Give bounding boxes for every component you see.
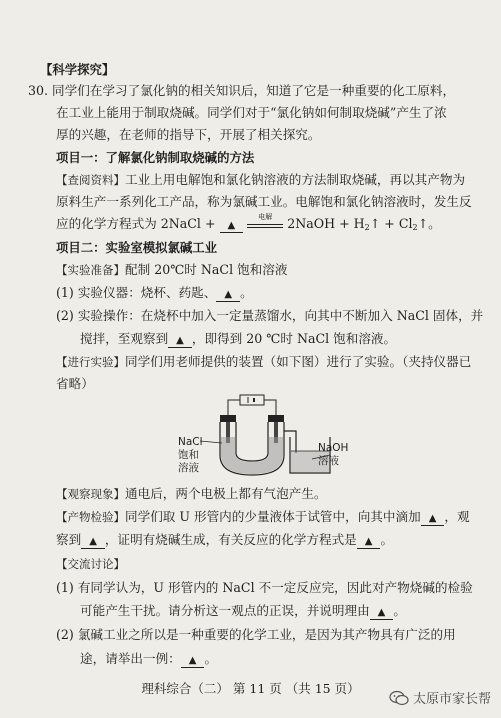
answer-blank-reagent[interactable]: ▲ <box>421 511 445 526</box>
experiment-tag: 【进行实验】 <box>56 355 125 369</box>
check-line-1: 【产物检验】同学们取 U 形管内的少量液体于试管中，向其中滴加 ▲ ，观 <box>56 509 470 524</box>
answer-blank-reactant[interactable]: ▲ <box>220 218 244 233</box>
discussion-q1-line-1: (1) 有同学认为，U 形管内的 NaCl 不一定反应完，因此对产物烧碱的检验 <box>56 580 473 595</box>
check-line-2: 察到 ▲ ，证明有烧碱生成，有关反应的化学方程式是 ▲ 。 <box>56 532 394 547</box>
prep-text: 配制 20℃时 NaCl 饱和溶液 <box>125 262 288 277</box>
answer-blank-use[interactable]: ▲ <box>181 653 205 668</box>
naoh-solution-label: NaOH 溶液 <box>318 442 349 467</box>
check-tag: 【产物检验】 <box>56 510 125 524</box>
experiment-line-2: 省略） <box>56 376 94 391</box>
electrolysis-apparatus-figure <box>178 393 388 481</box>
discussion-q2-line-2: 途，请举出一例： ▲ 。 <box>80 651 218 666</box>
equation-prefix: 应的化学方程式为 2NaCl + <box>56 216 216 231</box>
answer-blank-saturation[interactable]: ▲ <box>168 333 192 348</box>
question-intro-line-2: 在工业上能用于制取烧碱。同学们对于“氯化钠如何制取烧碱”产生了浓 <box>56 105 447 120</box>
answer-blank-reason[interactable]: ▲ <box>370 605 394 620</box>
prep-q1: (1) 实验仪器：烧杯、药匙、 ▲ 。 <box>56 285 253 300</box>
question-intro-line-3: 厚的兴趣，在老师的指导下，开展了相关探究。 <box>56 127 321 142</box>
equation-product: 2NaOH + $H_2↑$ + $Cl_2↑$。 <box>287 216 441 232</box>
prep-tag: 【实验准备】 <box>56 263 125 277</box>
u-tube-diagram <box>178 393 388 481</box>
discussion-q1-line-2: 可能产生干扰。请分析这一观点的正误，并说明理由 ▲ 。 <box>80 603 406 618</box>
page-footer: 理科综合（二） 第 11 页 （共 15 页） <box>141 681 360 696</box>
experiment-line-1: 【进行实验】同学们用老师提供的装置（如下图）进行了实验。（夹持仪器已 <box>56 354 472 369</box>
source-watermark <box>389 688 491 707</box>
discussion-q2-line-1: (2) 氯碱工业之所以是一种重要的化学工业，是因为其产物具有广泛的用 <box>56 627 456 642</box>
section-header: 【科学探究】 <box>40 62 115 77</box>
electrolysis-arrow: 电解 <box>247 217 283 228</box>
discussion-tag-line <box>56 556 125 572</box>
item2-title: 项目二：实验室模拟氯碱工业 <box>56 240 218 255</box>
answer-blank-equation[interactable]: ▲ <box>357 534 381 549</box>
observation-line: 【观察现象】通电后，两个电极上都有气泡产生。 <box>56 486 327 501</box>
equation-line <box>56 213 441 236</box>
prep-q2-line-1: (2) 实验操作：在烧杯中加入一定量蒸馏水，向其中不断加入 NaCl 固体，并 <box>56 308 484 323</box>
lookup-line-2: 原料生产一系列化工产品，称为氯碱工业。电解饱和氯化钠溶液时，发生反 <box>56 194 472 209</box>
prep-line <box>56 262 287 278</box>
lookup-tag: 【查阅资料】 <box>56 173 125 187</box>
discussion-tag: 【交流讨论】 <box>56 557 125 571</box>
lookup-line-1 <box>56 172 465 188</box>
wechat-icon <box>389 690 409 706</box>
answer-blank-phenomenon[interactable]: ▲ <box>81 534 105 549</box>
nacl-solution-label: NaCl 饱和 溶液 <box>178 436 203 474</box>
question-intro-line-1: 30. 同学们在学习了氯化钠的相关知识后，知道了它是一种重要的化工原料， <box>28 83 456 98</box>
lookup-text-1: 工业上用电解饱和氯化钠溶液的方法制取烧碱，再以其产物为 <box>125 172 466 187</box>
answer-blank-instrument[interactable]: ▲ <box>216 287 240 302</box>
item1-title: 项目一：了解氯化钠制取烧碱的方法 <box>56 150 255 165</box>
prep-q2-line-2: 搅拌，至观察到 ▲ ，即得到 20 ℃时 NaCl 饱和溶液。 <box>80 331 397 346</box>
observation-tag: 【观察现象】 <box>56 487 125 501</box>
watermark-text: 太原市家长帮 <box>412 692 491 707</box>
